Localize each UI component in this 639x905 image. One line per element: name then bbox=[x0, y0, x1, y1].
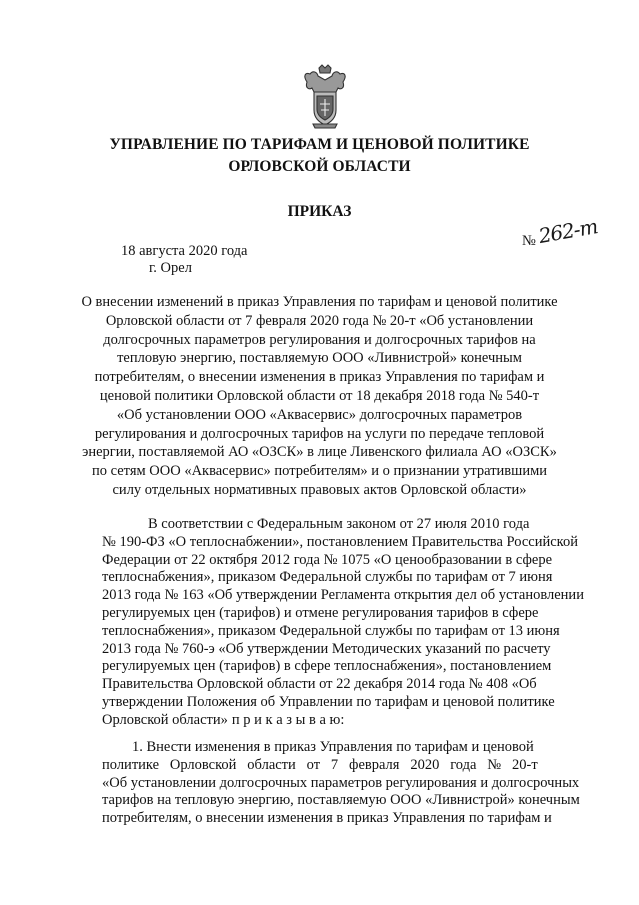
title-line: регулирования и долгосрочных тарифов на услуги по передаче тепловой bbox=[94, 425, 545, 442]
order-number-sign: № bbox=[522, 233, 536, 249]
title-line: Орловской области от 7 февраля 2020 года № 20-т «Об установлении bbox=[105, 312, 534, 329]
preamble-line: теплоснабжения», приказом Федеральной службы по тарифам от 13 июня bbox=[102, 622, 560, 639]
preamble-last-text: Орловской области» bbox=[102, 711, 228, 728]
preamble-line: В соответствии с Федеральным законом от 27 июля 2010 года bbox=[148, 516, 530, 532]
item-line: потребителям, о внесении изменения в приказ Управления по тарифам и bbox=[102, 810, 552, 827]
preamble-line: регулируемых цен (тарифов) в сфере теплоснабжения», постановлением bbox=[102, 658, 552, 675]
preamble-line-last bbox=[102, 712, 607, 730]
title-line: долгосрочных параметров регулирования и долгосрочных тарифов на bbox=[103, 331, 536, 348]
coat-of-arms-icon bbox=[301, 64, 349, 130]
preamble-paragraph bbox=[102, 516, 607, 730]
order-title bbox=[60, 293, 579, 500]
title-line: энергии, поставляемой АО «ОЗСК» в лице Ливенского филиала АО «ОЗСК» bbox=[82, 444, 557, 461]
title-line: силу отдельных нормативных правовых актов Орловской области» bbox=[112, 481, 527, 498]
title-line: ценовой политики Орловской области от 18 декабря 2018 года № 540-т bbox=[99, 387, 540, 404]
title-line: «Об установлении ООО «Аквасервис» долгосрочных параметров bbox=[116, 406, 523, 423]
preamble-line: 2013 года № 760-э «Об утверждении Методических указаний по расчету bbox=[102, 640, 551, 657]
item-line: тарифов на тепловую энергию, поставляемую ООО «Ливнистрой» конечным bbox=[102, 792, 580, 809]
item-line: «Об установлении долгосрочных параметров регулирования и долгосрочных bbox=[102, 774, 580, 791]
preamble-line: теплоснабжения», приказом Федеральной службы по тарифам от 7 июня bbox=[102, 569, 553, 586]
item-line: 1. Внести изменения в приказ Управления по тарифам и ценовой bbox=[132, 739, 534, 755]
doc-type: ПРИКАЗ bbox=[287, 203, 352, 220]
item-1-paragraph bbox=[102, 739, 607, 828]
org-name-line2: ОРЛОВСКОЙ ОБЛАСТИ bbox=[228, 158, 411, 175]
order-city: г. Орел bbox=[149, 260, 192, 276]
title-line: по сетям ООО «Аквасервис» потребителям» и о признании утратившими bbox=[91, 463, 548, 480]
org-name-line1: УПРАВЛЕНИЕ ПО ТАРИФАМ И ЦЕНОВОЙ ПОЛИТИКЕ bbox=[109, 136, 530, 153]
preamble-line: № 190-ФЗ «О теплоснабжении», постановлением Правительства Российской bbox=[102, 533, 578, 550]
preamble-line: Правительства Орловской области от 22 декабря 2014 года № 408 «Об bbox=[102, 676, 537, 693]
title-line: потребителям, о внесении изменения в приказ Управления по тарифам и bbox=[94, 369, 545, 386]
title-line: тепловую энергию, поставляемую ООО «Ливнистрой» конечным bbox=[117, 350, 522, 367]
preamble-line: Федерации от 22 октября 2012 года № 1075 «О ценообразовании в сфере bbox=[102, 551, 553, 568]
preamble-line: регулируемых цен (тарифов) и отмене регулирования тарифов в сфере bbox=[102, 604, 539, 621]
order-date: 18 августа 2020 года bbox=[121, 243, 248, 259]
preamble-line: утверждении Положения об Управлении по тарифам и ценовой политике bbox=[102, 693, 555, 710]
item-line: политике Орловской области от 7 февраля 2020 года № 20-т bbox=[102, 756, 538, 773]
preamble-order-word: п р и к а з ы в а ю: bbox=[231, 711, 345, 728]
preamble-line: 2013 года № 163 «Об утверждении Регламента открытия дел об установлении bbox=[102, 587, 584, 604]
order-number-handwritten: 262-т bbox=[536, 214, 600, 248]
title-line: О внесении изменений в приказ Управления по тарифам и ценовой политике bbox=[81, 294, 558, 310]
